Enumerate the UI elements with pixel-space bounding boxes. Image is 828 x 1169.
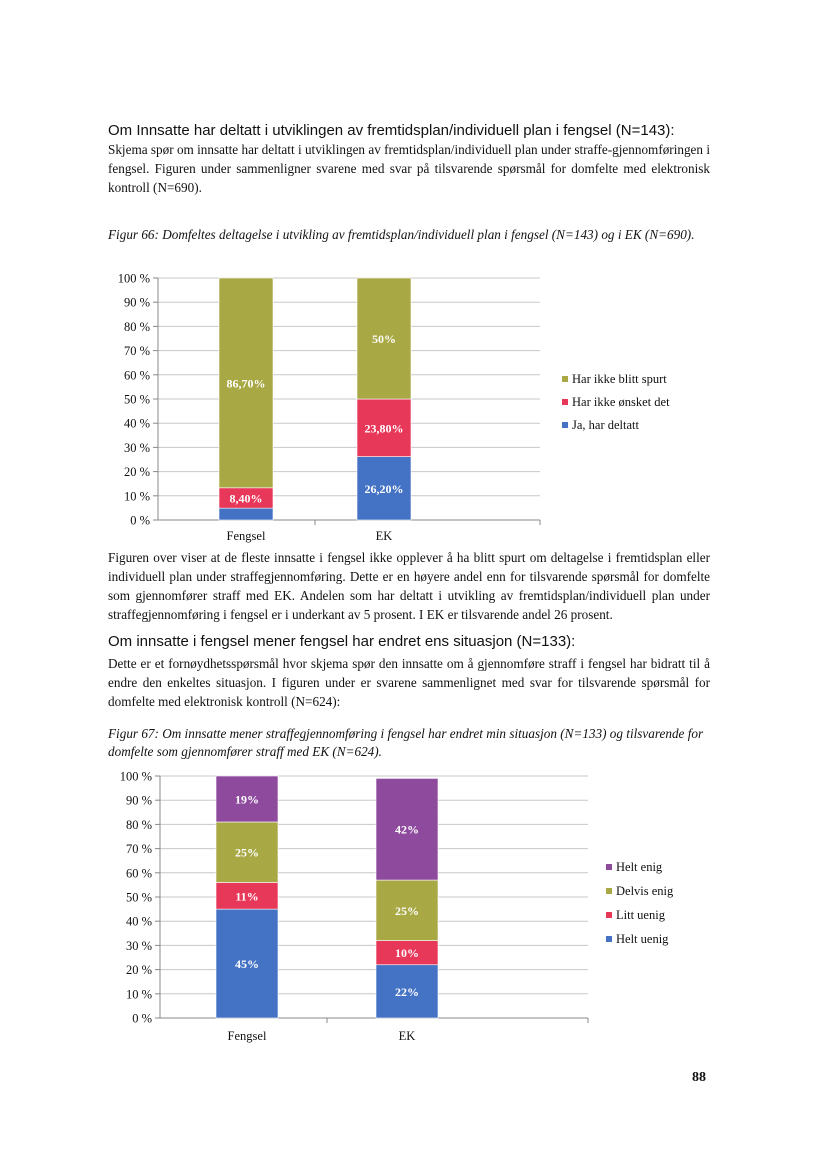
legend-label: Helt enig (616, 860, 663, 874)
stacked-bar-chart-situation (102, 764, 674, 1054)
data-label: 25% (395, 903, 419, 918)
document-page (108, 0, 712, 1169)
data-label: 45% (235, 957, 259, 972)
data-label: 23,80% (364, 421, 404, 436)
y-tick-label: 10 % (125, 987, 152, 1002)
data-label: 50% (372, 332, 396, 346)
y-tick-label: 0 % (132, 1011, 152, 1026)
legend-swatch (606, 864, 612, 870)
legend-label: Litt uenig (616, 908, 665, 922)
legend-label: Har ikke blitt spurt (572, 372, 667, 386)
legend-swatch (606, 888, 612, 894)
data-label: 19% (235, 792, 259, 807)
figure-caption-67: Figur 67: Om innsatte mener straffegjennomføring i fengsel har endret min situasjon (N=133) og tilsvarende for domfelte som gjennomfører straff med EK (N=624). (108, 726, 704, 759)
data-label: 10% (395, 946, 419, 961)
y-tick-label: 100 % (117, 271, 150, 286)
y-tick-label: 60 % (123, 368, 150, 383)
page-number: 88 (692, 1070, 706, 1085)
x-category-label: Fengsel (227, 1029, 267, 1043)
bar-segment (219, 508, 273, 520)
y-tick-label: 20 % (125, 963, 152, 978)
stacked-bar-chart-plan (102, 266, 670, 546)
legend-label: Har ikke ønsket det (572, 395, 670, 409)
figure-caption-66: Figur 66: Domfeltes deltagelse i utvikling av fremtidsplan/individuell plan i fengsel (N=143) og i EK (N=690). (108, 227, 695, 242)
data-label: 8,40% (229, 491, 263, 506)
legend-swatch (606, 912, 612, 918)
legend-swatch (606, 936, 612, 942)
legend-label: Helt uenig (616, 932, 669, 946)
x-category-label: Fengsel (226, 529, 266, 543)
section-heading-plan: Om Innsatte har deltatt i utviklingen av fremtidsplan/individuell plan i fengsel (N=143): (108, 122, 675, 139)
y-tick-label: 40 % (125, 914, 152, 929)
y-tick-label: 30 % (123, 440, 150, 455)
data-label: 86,70% (226, 376, 266, 391)
data-label: 22% (395, 984, 419, 999)
y-tick-label: 10 % (123, 489, 150, 504)
section-paragraph-situation: Dette er et fornøydhetsspørsmål hvor skjema spør den innsatte om å gjennomføre straff i fengsel har bidratt til å endre den enkeltes situasjon. I figuren under er svarene sammenlignet med svar for tilsvarende spørsmål for domfelte med elektronisk kontroll (N=624): (108, 656, 710, 709)
y-tick-label: 90 % (125, 793, 152, 808)
section-heading-situation: Om innsatte i fengsel mener fengsel har endret ens situasjon (N=133): (108, 633, 576, 650)
legend-label: Delvis enig (616, 884, 674, 898)
y-tick-label: 20 % (123, 465, 150, 480)
y-tick-label: 60 % (125, 866, 152, 881)
y-tick-label: 100 % (119, 769, 152, 784)
y-tick-label: 70 % (123, 344, 150, 359)
x-category-label: EK (375, 529, 393, 543)
legend-swatch (562, 399, 568, 405)
section-paragraph-plan-result: Figuren over viser at de fleste innsatte i fengsel ikke opplever å ha blitt spurt om deltagelse i fremtidsplan eller individuell plan under straffegjennomføring. Dette er en høyere andel enn for tilsvarende spørsmål for domfelte som gjennomfører straff med EK. Andelen som har deltatt i utvikling av fremtidsplan/individuell plan under straffegjennomføring i fengsel er i underkant av 5 prosent. I EK er tilsvarende andel 26 prosent. (108, 550, 710, 622)
legend-swatch (562, 422, 568, 428)
legend-swatch (562, 376, 568, 382)
y-tick-label: 0 % (130, 513, 150, 528)
data-label: 42% (395, 822, 419, 837)
data-label: 26,20% (364, 481, 404, 496)
legend-label: Ja, har deltatt (572, 418, 639, 432)
y-tick-label: 50 % (123, 392, 150, 407)
y-tick-label: 80 % (125, 817, 152, 832)
y-tick-label: 40 % (123, 416, 150, 431)
y-tick-label: 30 % (125, 938, 152, 953)
y-tick-label: 90 % (123, 295, 150, 310)
y-tick-label: 50 % (125, 890, 152, 905)
data-label: 11% (235, 889, 259, 904)
x-category-label: EK (398, 1029, 416, 1043)
data-label: 25% (235, 845, 259, 860)
section-paragraph-plan: Skjema spør om innsatte har deltatt i utviklingen av fremtidsplan/individuell plan under straffe-gjennomføringen i fengsel. Figuren under sammenligner svarene med svar på tilsvarende spørsmål for domfelte med elektronisk kontroll (N=690). (108, 142, 710, 195)
y-tick-label: 80 % (123, 319, 150, 334)
y-tick-label: 70 % (125, 842, 152, 857)
